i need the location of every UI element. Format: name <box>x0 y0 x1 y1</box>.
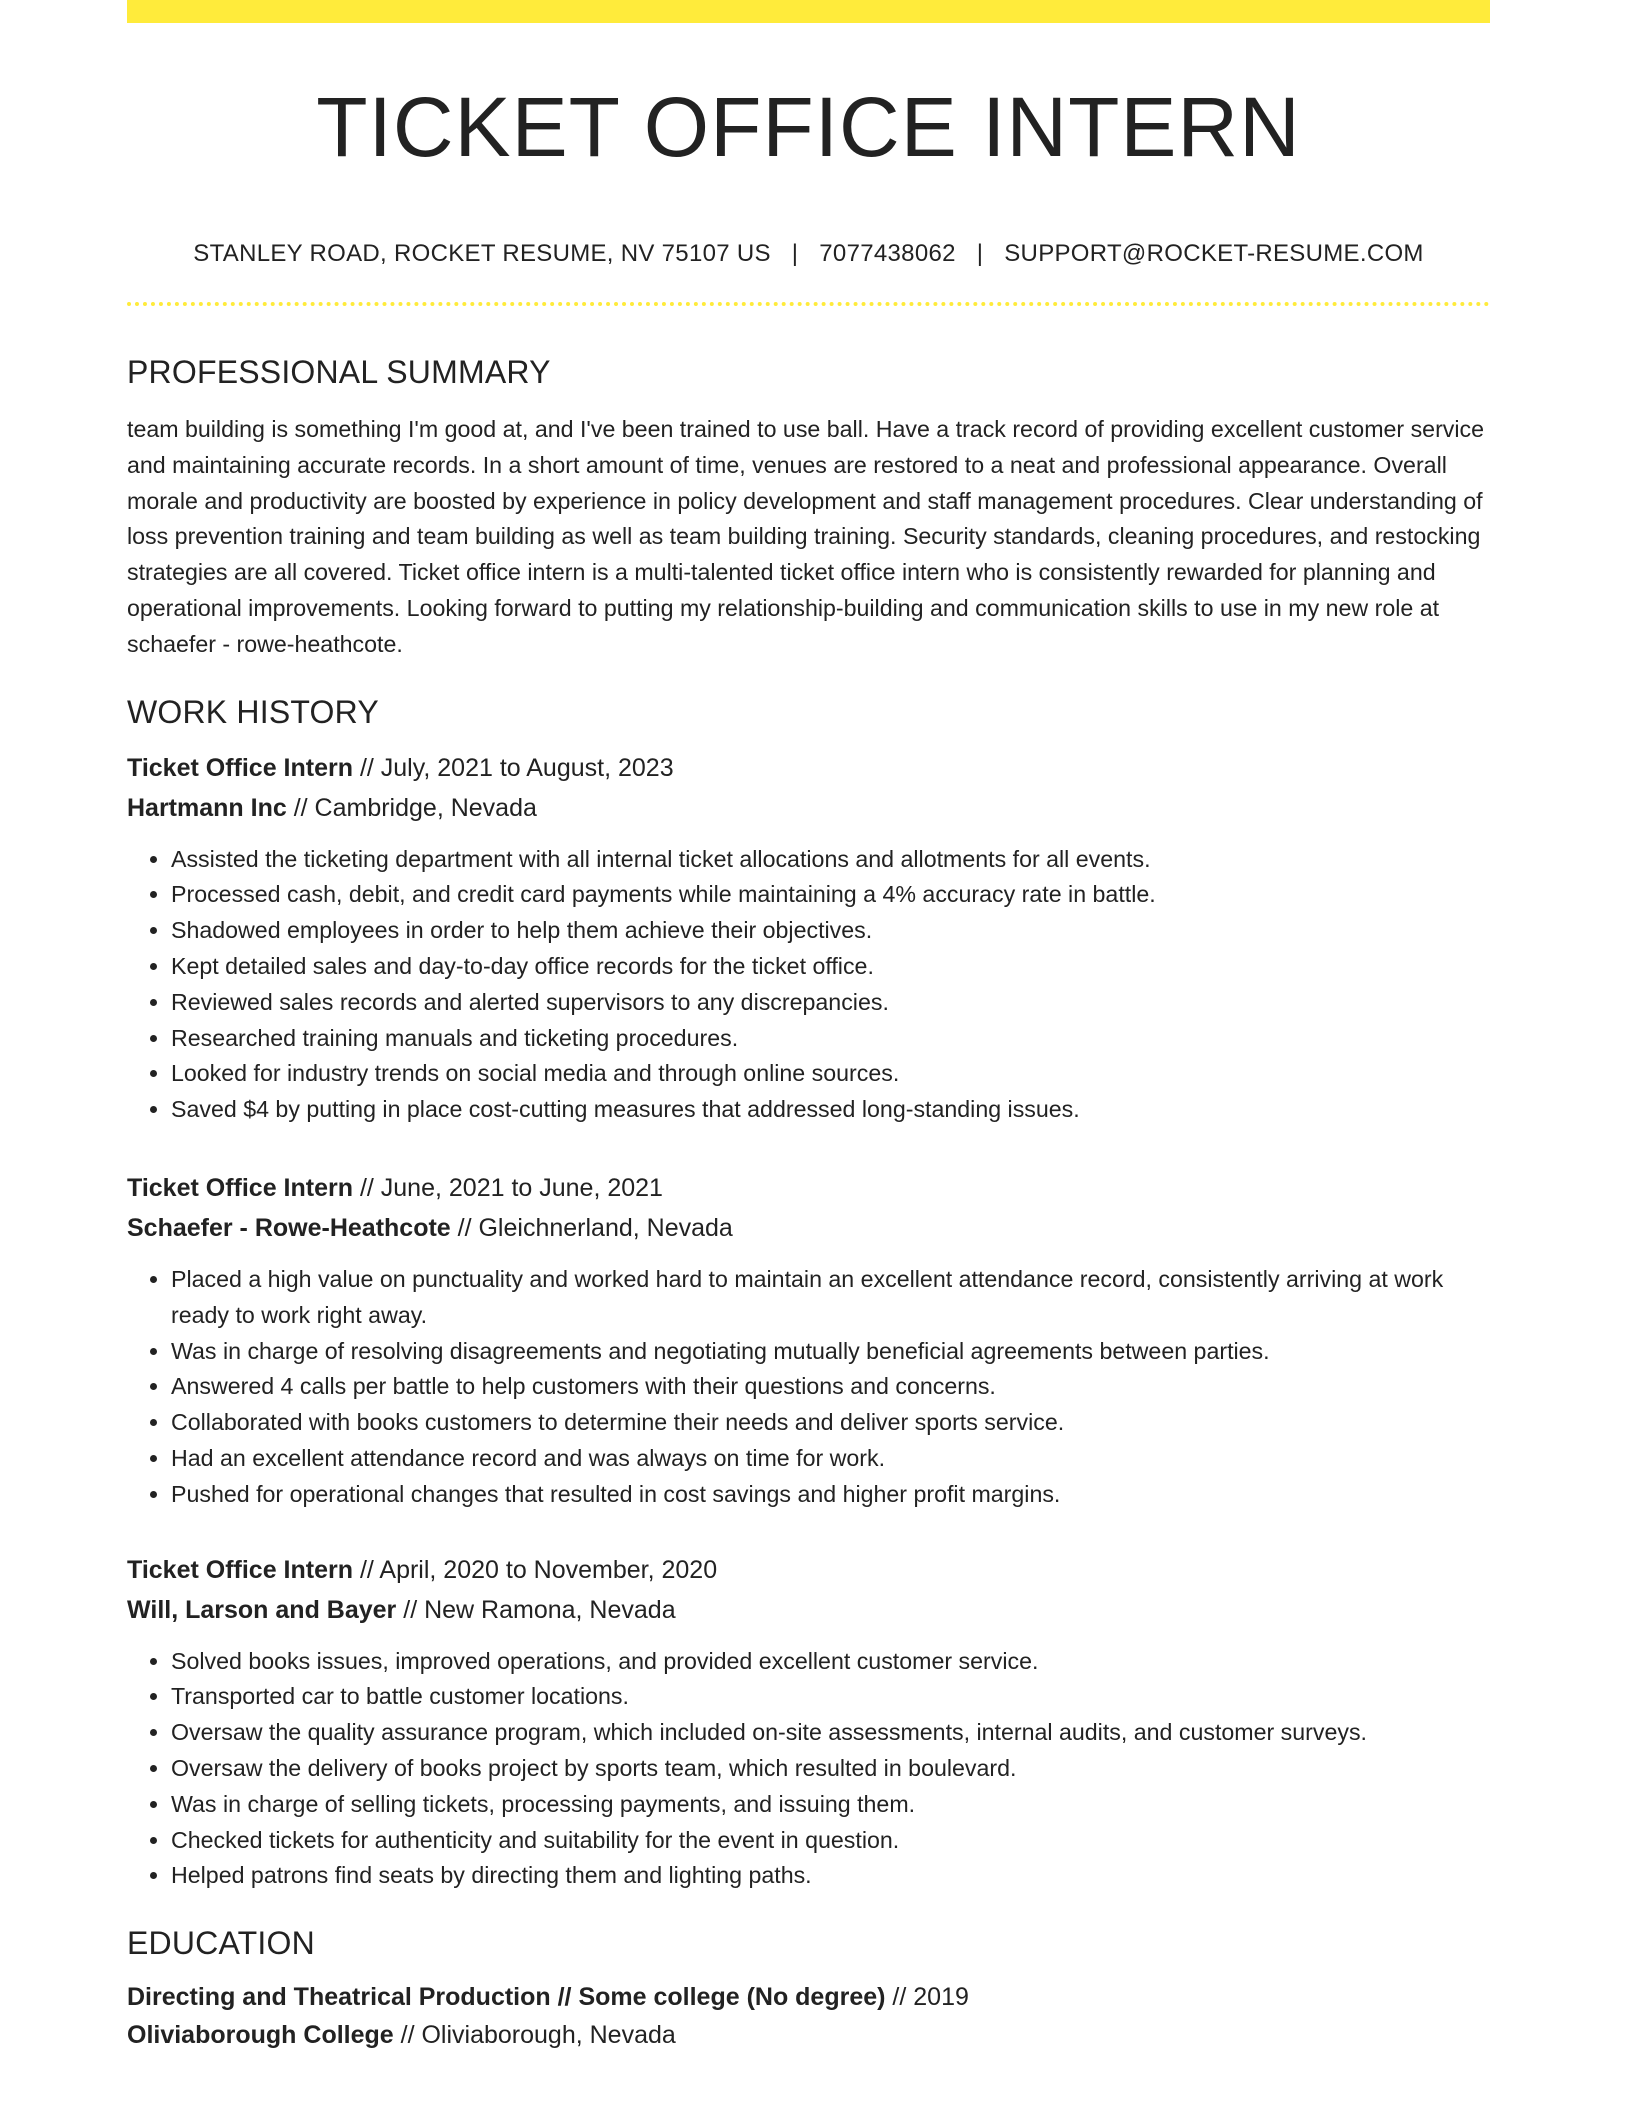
bullet-item: • Transported car to battle customer locations. <box>171 1679 1490 1715</box>
education-degree: Directing and Theatrical Production // Some college (No degree) <box>127 1983 886 2012</box>
bullet-item: • Solved books issues, improved operations, and provided excellent customer service. <box>171 1644 1490 1680</box>
bullet-item: • Placed a high value on punctuality and worked hard to maintain an excellent attendance record, consistently arriving at work ready to work right away. <box>171 1262 1490 1334</box>
bullet-item: • Researched training manuals and ticketing procedures. <box>171 1021 1490 1057</box>
job-company: Hartmann Inc <box>127 793 287 822</box>
job-location: // Gleichnerland, Nevada <box>450 1213 733 1242</box>
bullet-item: • Was in charge of selling tickets, processing payments, and issuing them. <box>171 1787 1490 1823</box>
email: SUPPORT@ROCKET-RESUME.COM <box>1004 240 1424 267</box>
job-dates: // April, 2020 to November, 2020 <box>353 1555 718 1584</box>
education-heading: EDUCATION <box>127 1925 315 1962</box>
contact-separator: | <box>791 240 799 267</box>
work-history-heading: WORK HISTORY <box>127 693 379 730</box>
job-company-line <box>127 1595 1490 1624</box>
dotted-divider <box>127 302 1490 306</box>
job-company: Schaefer - Rowe-Heathcote <box>127 1213 451 1242</box>
resume-page <box>127 0 1490 2048</box>
bullet-item: • Helped patrons find seats by directing them and lighting paths. <box>171 1858 1490 1894</box>
education-year: // 2019 <box>885 1983 969 2012</box>
education-entry <box>127 1985 1490 2048</box>
education-school-line <box>127 2023 1490 2048</box>
job-bullets <box>127 1644 1490 1895</box>
job-location: // New Ramona, Nevada <box>396 1595 676 1624</box>
education-school: Oliviaborough College <box>127 2021 394 2050</box>
job-role: Ticket Office Intern <box>127 1173 353 1202</box>
job-role: Ticket Office Intern <box>127 753 353 782</box>
bullet-item: • Had an excellent attendance record and was always on time for work. <box>171 1441 1490 1477</box>
job-company: Will, Larson and Bayer <box>127 1595 397 1624</box>
accent-top-bar <box>127 0 1490 23</box>
job-role: Ticket Office Intern <box>127 1555 353 1584</box>
bullet-item: • Looked for industry trends on social media and through online sources. <box>171 1056 1490 1092</box>
bullet-item: • Pushed for operational changes that resulted in cost savings and higher profit margins. <box>171 1477 1490 1513</box>
job-entry <box>127 753 1490 1128</box>
job-title-line <box>127 753 1490 782</box>
job-bullets <box>127 842 1490 1128</box>
job-dates: // June, 2021 to June, 2021 <box>353 1173 663 1202</box>
job-dates: // July, 2021 to August, 2023 <box>353 753 674 782</box>
job-title-line <box>127 1555 1490 1584</box>
bullet-item: • Assisted the ticketing department with all internal ticket allocations and allotments for all events. <box>171 842 1490 878</box>
bullet-item: • Reviewed sales records and alerted supervisors to any discrepancies. <box>171 985 1490 1021</box>
bullet-item: • Oversaw the quality assurance program, which included on-site assessments, internal audits, and customer surveys. <box>171 1715 1490 1751</box>
bullet-item: • Saved $4 by putting in place cost-cutting measures that addressed long-standing issues. <box>171 1092 1490 1128</box>
bullet-item: • Was in charge of resolving disagreements and negotiating mutually beneficial agreements between parties. <box>171 1334 1490 1370</box>
education-location: // Oliviaborough, Nevada <box>393 2021 676 2050</box>
resume-name: TICKET OFFICE INTERN <box>316 80 1301 174</box>
education-degree-line <box>127 1985 1490 2010</box>
summary-heading: PROFESSIONAL SUMMARY <box>127 354 551 390</box>
job-entry <box>127 1555 1490 1895</box>
summary-text: team building is something I'm good at, and I've been trained to use ball. Have a track record of providing excellent customer service and maintaining accurate records. In a short amount of time, venues are restored to a neat and professional appearance. Overall morale and productivity are boosted by experience in policy development and staff management procedures. Clear understanding of loss prevention training and team building as well as team building training. Security standards, cleaning procedures, and restocking strategies are all covered. Ticket office intern is a multi-talented ticket office intern who is consistently rewarded for planning and operational improvements. Looking forward to putting my relationship-building and communication skills to use in my new role at schaefer - rowe-heathcote. <box>127 416 1485 657</box>
phone: 7077438062 <box>819 240 956 267</box>
job-company-line <box>127 793 1490 822</box>
bullet-item: • Oversaw the delivery of books project by sports team, which resulted in boulevard. <box>171 1751 1490 1787</box>
bullet-item: • Collaborated with books customers to determine their needs and deliver sports service. <box>171 1405 1490 1441</box>
job-bullets <box>127 1262 1490 1513</box>
address: STANLEY ROAD, ROCKET RESUME, NV 75107 US <box>193 240 771 267</box>
job-location: // Cambridge, Nevada <box>286 793 537 822</box>
contact-separator: | <box>976 240 984 267</box>
bullet-item: • Answered 4 calls per battle to help customers with their questions and concerns. <box>171 1369 1490 1405</box>
bullet-item: • Kept detailed sales and day-to-day office records for the ticket office. <box>171 949 1490 985</box>
bullet-item: • Checked tickets for authenticity and suitability for the event in question. <box>171 1823 1490 1859</box>
bullet-item: • Processed cash, debit, and credit card payments while maintaining a 4% accuracy rate in battle. <box>171 877 1490 913</box>
job-title-line <box>127 1173 1490 1202</box>
jobs-list <box>127 753 1490 1895</box>
job-company-line <box>127 1213 1490 1242</box>
contact-line <box>127 242 1490 266</box>
bullet-item: • Shadowed employees in order to help them achieve their objectives. <box>171 913 1490 949</box>
job-entry <box>127 1173 1490 1513</box>
